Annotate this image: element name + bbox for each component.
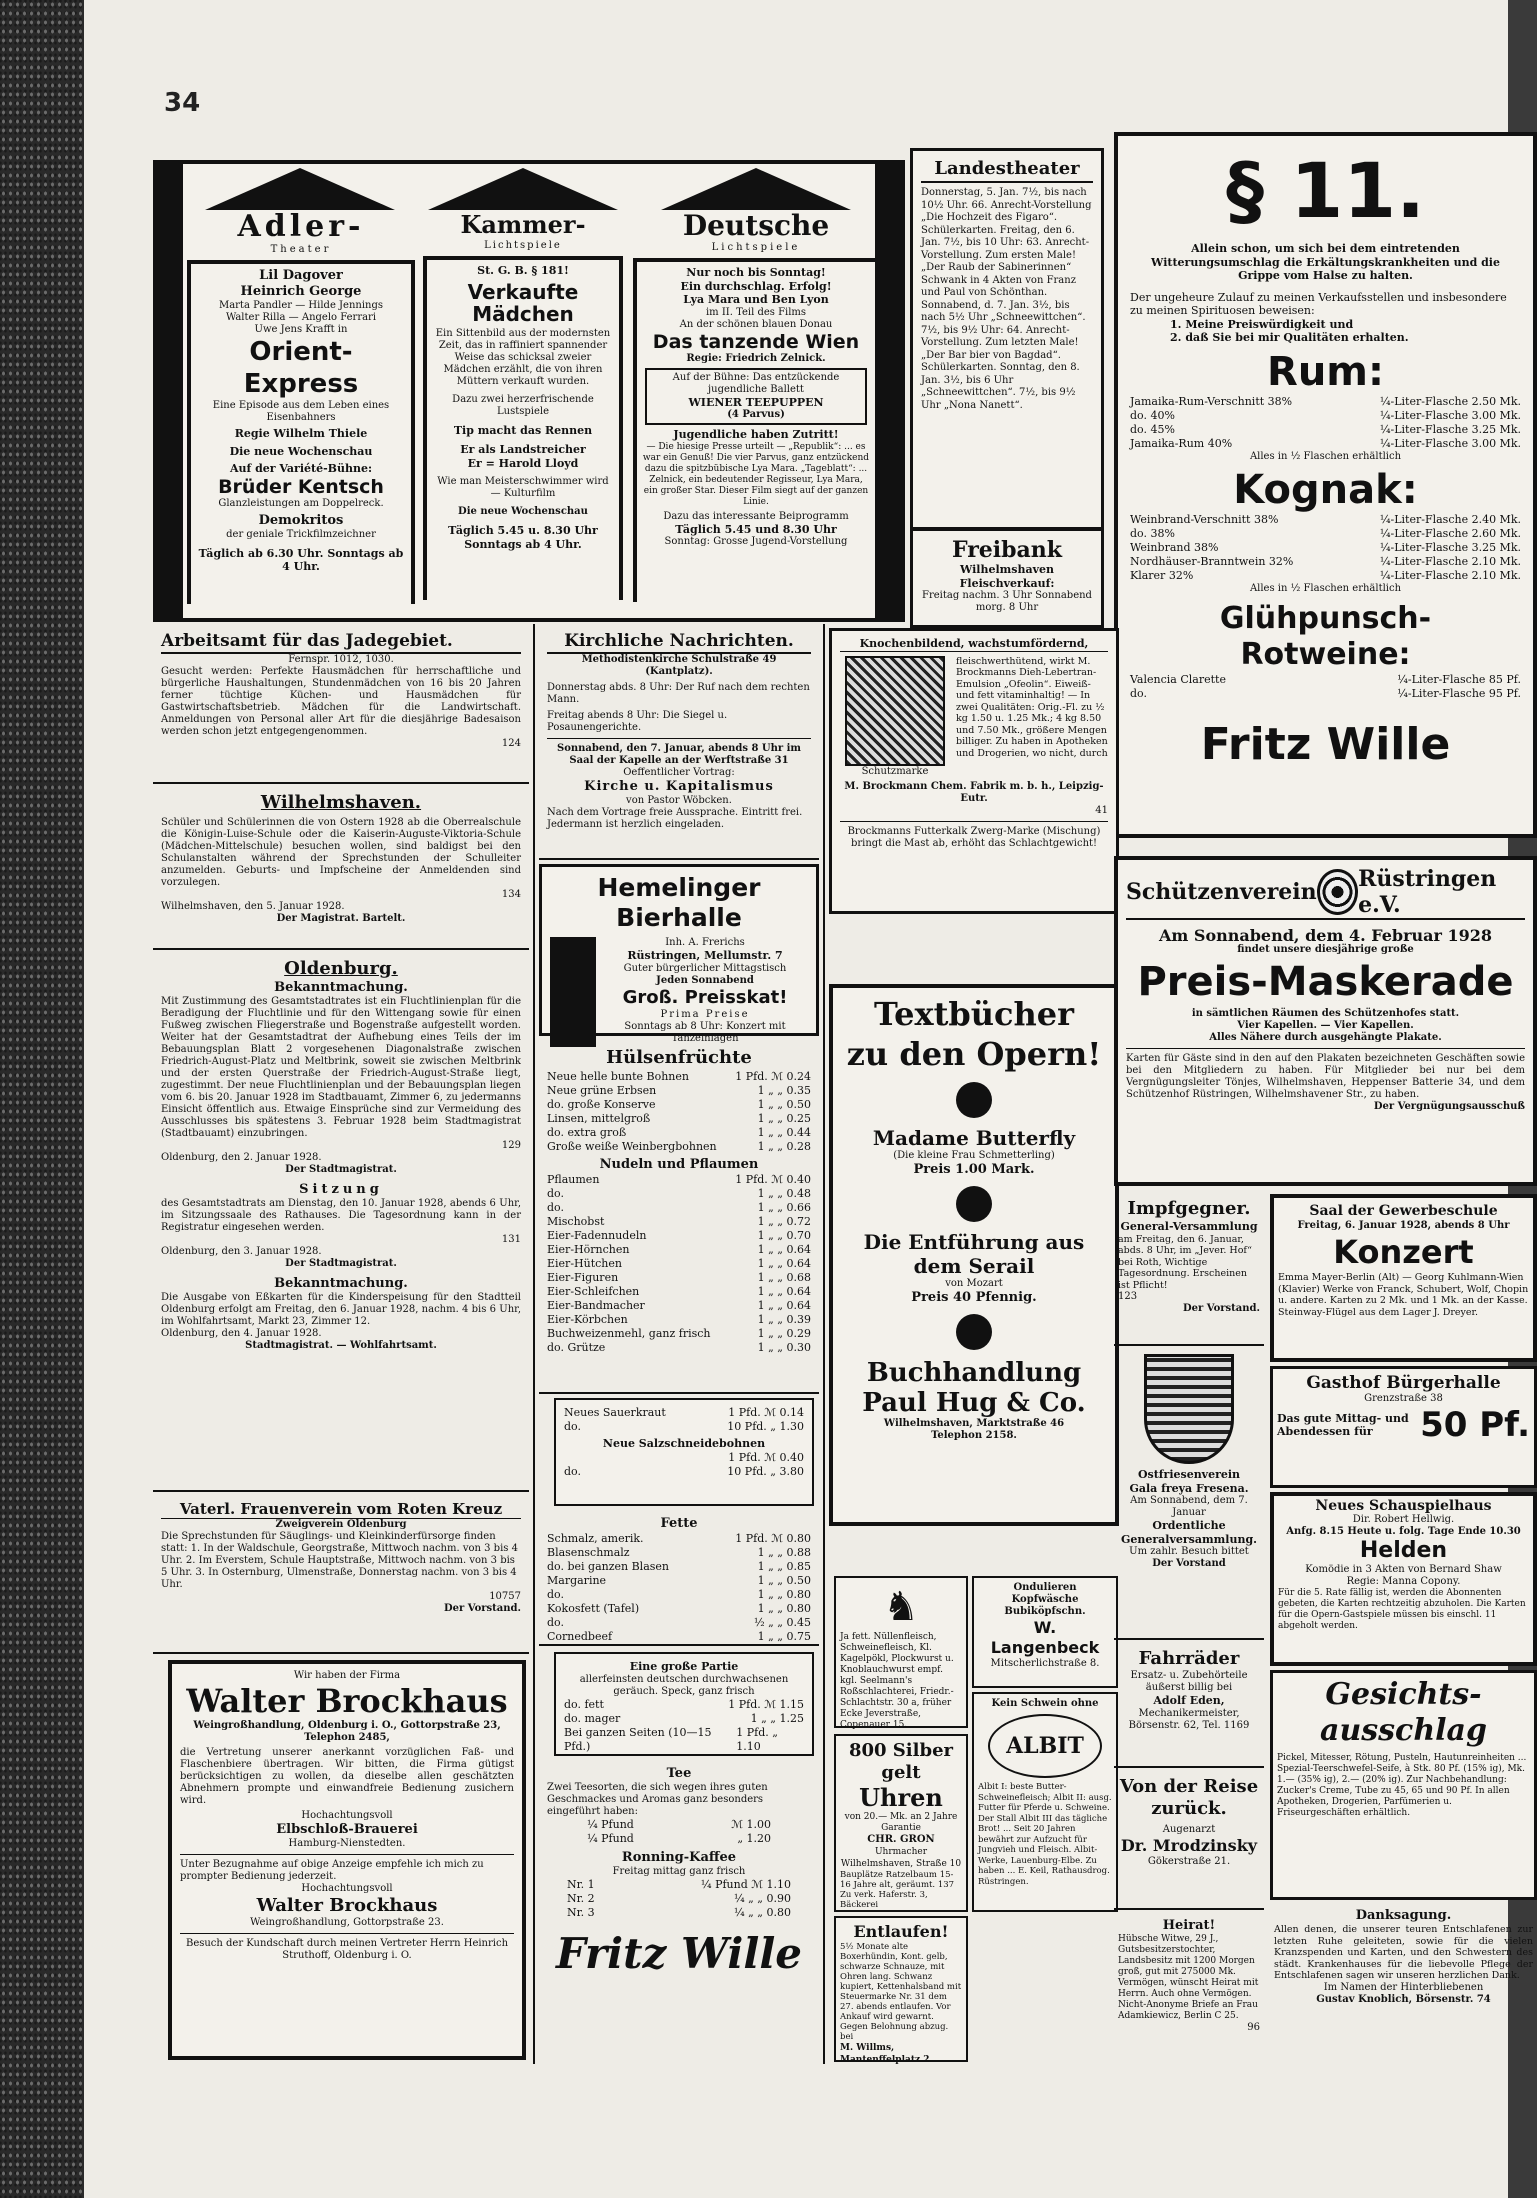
landestheater-ad: Landestheater Donnerstag, 5. Jan. 7½, bis nach 10½ Uhr. 66. Anrecht-Vorstellung „Die Hochzeit des Figaro“. Schülerkarten. Freitag, den 6. Jan. 7½, bis 10 Uhr: 63. Anrecht-Vorstellung. Zum ersten Male! „Der Raub der Sabinerinnen“ Schwank in 4 Akten von Franz und Paul von Schönthan. Sonnabend, d. 7. Jan. 3½, bis nach 5½ Uhr „Schneewittchen“. 7½, bis 9½ Uhr: 64. Anrecht-Vorstellung. Zum letzten Male! „Der Bar bier von Bagdad“. Schülerkarten. Sonntag, den 8. Jan. 3½, bis 6 Uhr „Schneewittchen“. 7½, bis 9½ Uhr „Nona Nanett“. (910, 148, 1104, 530)
gluehpunsch-row (1130, 687, 1521, 701)
item-label: do. (564, 1420, 581, 1433)
bullet-dot (956, 1186, 992, 1222)
kammer-lichtspiele-ad: Kammer- Lichtspiele St. G. B. § 181! Verkaufte Mädchen Ein Sittenbild aus der modernsten Zeit, das in raffiniert spannender Weise das schicksal zweier Mädchen erzählt, die von ihren Müttern verkauft wurden. Dazu zwei herzerfrischende Lustspiele Tip macht das Rennen Er als Landstreicher Er = Harold Lloyd Wie man Meisterschwimmer wird — Kulturfilm Die neue Wochenschau Täglich 5.45 u. 8.30 Uhr Sonntags ab 4 Uhr. (423, 168, 623, 618)
item-label: Cornedbeef (547, 1630, 613, 1643)
item-price: 1 „ „ 0.30 (757, 1341, 811, 1354)
hemelinger-title: Hemelinger Bierhalle (597, 873, 761, 932)
ostfriesenverein-ad: Ostfriesenverein Gala freya Fresena. Am Sonnabend, dem 7. Januar Ordentliche Generalversammlung. Um zahlr. Besuch bittet Der Vorstand (1114, 1350, 1264, 1640)
item-label: Jamaika-Rum 40% (1130, 436, 1233, 450)
item-price: 1 „ „ 0.64 (757, 1257, 811, 1270)
item-label: do. 45% (1130, 422, 1175, 436)
item-price: ℳ 1.00 (731, 1818, 771, 1831)
item-price: ¼-Liter-Flasche 2.10 Mk. (1379, 568, 1521, 582)
huelsenfruechte-price-list: Hülsenfrüchte Neue helle bunte Bohnen 1 Pfd. ℳ 0.24 Neue grüne Erbsen 1 „ „ 0.35 do. große Konserve 1 „ „ 0.50 Linsen, mittelgroß 1 „ „ 0.25 do. extra groß 1 „ „ 0.44 Große weiße Weinbergbohnen 1 „ „ 0.28 Nudeln und Pflaumen Pflaumen 1 Pfd. ℳ 0.40 do. 1 „ „ 0.48 do. 1 „ „ 0.66 Mischobst 1 „ „ 0.72 Eier-Fadennudeln 1 „ „ 0.70 Eier-Hörnchen 1 „ „ 0.64 Eier-Hütchen 1 „ „ 0.64 Eier-Figuren 1 „ „ 0.68 Eier-Schleifchen 1 „ „ 0.64 Eier-Bandmacher 1 „ „ 0.64 Eier-Körbchen 1 „ „ 0.39 Buchweizenmehl, ganz frisch 1 „ „ 0.29 do. Grütze 1 „ „ 0.30 (539, 1040, 819, 1394)
item-label: ¼ Pfund (587, 1818, 634, 1831)
fette-row (547, 1616, 811, 1630)
newspaper-page (84, 0, 1533, 2198)
item-label: Große weiße Weinbergbohnen (547, 1140, 717, 1153)
item-price: 1 „ „ 0.50 (757, 1098, 811, 1111)
nudeln-row (547, 1327, 811, 1341)
arbeitsamt-ad: Arbeitsamt für das Jadegebiet. Fernspr. 1012, 1030. Gesucht werden: Perfekte Hausmädchen für herrschaftliche und bürgerliche Haushaltungen, Stundenmädchen von 16 bis 20 Jahren ferner tüchtige Küchen- und Hausmädchen für Gastwirtschaftsbetrieb. Mädchen für die Landwirtschaft. Anmeldungen von Personal aller Art für die diesjährige Badesaison werden schon jetzt entgegengenommen. 124 (153, 624, 529, 784)
target-emblem-icon (1317, 869, 1358, 915)
cinema-band (153, 160, 905, 622)
binding-edge (0, 0, 84, 2198)
kognak-row (1130, 527, 1521, 541)
fette-row (547, 1588, 811, 1602)
item-label: Buchweizenmehl, ganz frisch (547, 1327, 711, 1340)
item-label: Eier-Hörnchen (547, 1243, 630, 1256)
item-label: Bei ganzen Seiten (10—15 Pfd.) (564, 1725, 712, 1753)
fette-row (547, 1574, 811, 1588)
item-price: 1 „ „ 0.88 (757, 1546, 811, 1559)
item-price: ¼-Liter-Flasche 95 Pf. (1397, 686, 1521, 700)
item-price: 1 „ „ 0.70 (757, 1229, 811, 1242)
ondulieren-ad: Ondulieren Kopfwäsche Bubiköpfschn. W. Langenbeck Mitscherlichstraße 8. (972, 1576, 1118, 1688)
nudeln-row (547, 1285, 811, 1299)
item-label: do. (564, 1464, 581, 1478)
huelsen-row (547, 1126, 811, 1140)
item-label: do. (547, 1201, 564, 1214)
gewerbeschule-konzert-ad: Saal der Gewerbeschule Freitag, 6. Januar 1928, abends 8 Uhr Konzert Emma Mayer-Berlin (Alt) — Georg Kuhlmann-Wien (Klavier) Werke von Franck, Schubert, Wolf, Chopin u. andere. Karten zu 2 Mk. und 1 Mk. an der Kasse. Steinway-Flügel aus dem Lager J. Dreyer. (1270, 1194, 1537, 1362)
item-label: Neue helle bunte Bohnen (547, 1070, 689, 1083)
gesichtsausschlag-ad: Gesichts-ausschlag Pickel, Mitesser, Rötung, Pusteln, Hautunreinheiten ... Spezial-Teerschwefel-Seife, à Stk. 80 Pf. (15% ig), Mk. 1.— (35% ig), 2.— (20% ig). Zur Nachbehandlung: Zucker's Creme, Tube zu 45, 65 und 90 Pf. In allen Apotheken, Drogerien, Parfümerien u. Friseurgeschäften erhältlich. (1270, 1670, 1537, 1900)
item-price: ¼ „ „ 0.80 (733, 1906, 791, 1919)
nudeln-row (547, 1257, 811, 1271)
deutsche-film-title: Das tanzende Wien (652, 330, 860, 353)
item-label: Eier-Figuren (547, 1271, 619, 1284)
item-price: 1 „ „ 0.80 (757, 1588, 811, 1601)
brockhaus-name: Walter Brockhaus (186, 1682, 508, 1720)
item-label: Nr. 2 (567, 1892, 595, 1905)
nudeln-row (547, 1215, 811, 1229)
preis-maskerade-title: Preis-Maskerade (1137, 959, 1514, 1005)
item-price: ¼-Liter-Flasche 3.00 Mk. (1379, 436, 1521, 450)
kognak-row (1130, 555, 1521, 569)
item-label: Schmalz, amerik. (547, 1532, 644, 1545)
speck-row (564, 1712, 804, 1726)
frauenverein-notice: Vaterl. Frauenverein vom Roten Kreuz Zweigverein Oldenburg Die Sprechstunden für Säuglings- und Kleinkinderfürsorge finden statt: 1. In der Waldschule, Georgstraße, Mittwoch nachm. von 3 bis 4 Uhr. 2. Im Everstem, Schule Hauptstraße, Mittwoch nachm. von 3 bis 5 Uhr. 3. In Osternburg, Ulmenstraße, Donnerstag nachm. von 3 bis 4 Uhr. 10757 Der Vorstand. (153, 1494, 529, 1654)
schuetzenverein-ad: Schützenverein Rüstringen e.V. Am Sonnabend, dem 4. Februar 1928 findet unsere diesjährige große Preis-Maskerade in sämtlichen Räumen des Schützenhofes statt. Vier Kapellen. — Vier Kapellen. Alles Nähere durch ausgehängte Plakate. Karten für Gäste sind in den auf den Plakaten bezeichneten Geschäften sowie bei den Mitgliedern zu haben. Für Mitglieder bei nur bei dem Vergnügungsleiter Tönjes, Wilhelmshaven, Heppenser Batterie 34, und dem Schützenhof Rüstringen, Wilhelmshavener Str., zu haben. Der Vergnügungsausschuß (1114, 856, 1537, 1186)
adler-film-title: Orient-Express (243, 337, 359, 399)
item-label: Pflaumen (547, 1173, 600, 1186)
item-price: ¼ Pfund ℳ 1.10 (700, 1878, 791, 1891)
tee-row (587, 1818, 771, 1832)
bullet-dot (956, 1082, 992, 1118)
item-label: Neues Sauerkraut (564, 1406, 666, 1419)
item-label: Klarer 32% (1130, 568, 1194, 582)
item-label: Eier-Körbchen (547, 1313, 628, 1326)
item-price: 1 „ „ 0.48 (757, 1187, 811, 1200)
rum-row (1130, 423, 1521, 437)
nuellenfleisch-ad: ♞ Ja fett. Nüllenfleisch, Schweinefleisch, Kl. Kagelpökl, Plockwurst u. Knoblauchwurst empf. kgl. Seelmann's Roßschlachterei, Friedr.-Schlachtstr. 30 a, früher Ecke Jeverstraße, Copenauer 15. (834, 1576, 968, 1728)
item-label: Nr. 1 (567, 1878, 595, 1891)
item-label: Kokosfett (Tafel) (547, 1602, 640, 1615)
kognak-row (1130, 541, 1521, 555)
kognak-price-list (1130, 513, 1521, 583)
item-price: 1 Pfd. ℳ 0.40 (728, 1450, 804, 1464)
page-number: 34 (164, 88, 201, 118)
trademark-illustration (845, 656, 945, 766)
nudeln-row (547, 1173, 811, 1187)
fritz-wille-brand: Fritz Wille (1200, 718, 1451, 770)
item-label: do. (547, 1616, 564, 1629)
item-label: do. (547, 1187, 564, 1200)
oldenburg-notices: Oldenburg. Bekanntmachung. Mit Zustimmung des Gesamtstadtrates ist ein Fluchtlinienplan für die Beradigung der Fluchtlinie und für den Wittengang sowie für einen Fußweg zwischen Fliegerstraße und Bogenstraße aufgestellt worden. Weiter hat der Gesamtstadtrat der Aufhebung eines Teils der im Bebauungsplan Blatt 2 vorgesehenen Diagonalstraße zwischen Friedrich-August-Platz und Meltbrink, soweit sie zwischen Meltbrink und der ersten Querstraße der Friedrich-August-Straße liegt, zugestimmt. Der neue Fluchtlinienplan und der Bebauungsplan liegen vom 6. bis 20. Januar 1928 im Stadtbauamt, Zimmer 6, zu jedermanns Einsicht öffentlich aus. Etwaige Einsprüche sind zur Vermeidung des Ausschlusses bis spätestens 3. Februar 1928 beim Stadtmagistrat (Stadtbauamt) einzubringen. 129 Oldenburg, den 2. Januar 1928. Der Stadtmagistrat. Sitzung des Gesamtstadtrats am Dienstag, den 10. Januar 1928, abends 6 Uhr, im Sitzungssaale des Rathauses. Die Tagesordnung kann in der Registratur eingesehen werden. 131 Oldenburg, den 3. Januar 1928. Der Stadtmagistrat. Bekanntmachung. Die Ausgabe von Eßkarten für die Kinderspeisung für den Stadtteil Oldenburg erfolgt am Freitag, den 6. Januar 1928, nachm. 4 bis 6 Uhr, im Wohlfahrtsamt, Markt 23, Zimmer 12. Oldenburg, den 4. Januar 1928. Stadtmagistrat. — Wohlfahrtsamt. (153, 952, 529, 1492)
item-label: Blasenschmalz (547, 1546, 630, 1559)
item-label: Weinbrand-Verschnitt 38% (1130, 512, 1279, 526)
kammer-title: Kammer- (460, 210, 586, 239)
item-label: Mischobst (547, 1215, 605, 1228)
decorative-black-bar (550, 937, 596, 1047)
item-price: 1 „ „ 0.64 (757, 1285, 811, 1298)
item-price: 1 „ „ 0.39 (757, 1313, 811, 1326)
item-label: do. Grütze (547, 1341, 606, 1354)
freibank-ad: Freibank Wilhelmshaven Fleischverkauf: Freitag nachm. 3 Uhr Sonnabend morg. 8 Uhr (910, 528, 1104, 628)
nudeln-row (547, 1271, 811, 1285)
item-label: Linsen, mittelgroß (547, 1112, 651, 1125)
tee-row (587, 1832, 771, 1846)
speck-row (564, 1698, 804, 1712)
item-price: 1 „ „ 0.25 (757, 1112, 811, 1125)
item-price: 1 „ „ 0.64 (757, 1299, 811, 1312)
coat-of-arms-icon (1144, 1354, 1234, 1464)
huelsen-row (547, 1112, 811, 1126)
fette-price-list: Fette Schmalz, amerik. 1 Pfd. ℳ 0.80 Blasenschmalz 1 „ „ 0.88 do. bei ganzen Blasen 1 „ „ 0.85 Margarine 1 „ „ 0.50 do. 1 „ „ 0.80 Kokosfett (Tafel) 1 „ „ 0.80 do. ½ „ „ 0.45 Cornedbeef 1 „ „ 0.75 (539, 1510, 819, 1646)
item-label: do. fett (564, 1697, 604, 1711)
nudeln-row (547, 1243, 811, 1257)
bullet-dot (956, 1314, 992, 1350)
fette-row (547, 1560, 811, 1574)
item-price: 1 „ „ 0.35 (757, 1084, 811, 1097)
item-label: do. 40% (1130, 408, 1175, 422)
item-price: 1 Pfd. „ 1.10 (736, 1725, 778, 1753)
salzbohnen-row (564, 1465, 804, 1479)
item-price: 1 Pfd. ℳ 0.40 (735, 1173, 811, 1186)
kognak-row (1130, 569, 1521, 583)
item-price: 10 Pfd. „ 3.80 (727, 1464, 804, 1478)
item-label: Eier-Schleifchen (547, 1285, 640, 1298)
item-price: ¼-Liter-Flasche 3.25 Mk. (1379, 540, 1521, 554)
item-price: 10 Pfd. „ 1.30 (727, 1420, 804, 1433)
item-label: do. 38% (1130, 526, 1175, 540)
item-price: ¼-Liter-Flasche 3.25 Mk. (1379, 422, 1521, 436)
huelsen-row (547, 1070, 811, 1084)
uhren-ad: 800 Silber gelt Uhren von 20.— Mk. an 2 Jahre Garantie CHR. GRON Uhrmacher Wilhelmshaven, Straße 10 Bauplätze Ratzelbaum 15-16 Jahre alt, geräumt. 137 Zu verk. Haferstr. 3, Bäckerei (834, 1734, 968, 1912)
textbuecher-ad: Textbücher zu den Opern! Madame Butterfly (Die kleine Frau Schmetterling) Preis 1.00 Mark. Die Entführung aus dem Serail von Mozart Preis 40 Pfennig. Buchhandlung Paul Hug & Co. Wilhelmshaven, Marktstraße 46 Telephon 2158. (829, 984, 1119, 1526)
item-price: ¼-Liter-Flasche 2.10 Mk. (1379, 554, 1521, 568)
kognak-row (1130, 513, 1521, 527)
item-price: 1 Pfd. ℳ 0.24 (735, 1070, 811, 1083)
item-price: 1 „ „ 0.28 (757, 1140, 811, 1153)
hemelinger-bierhalle-ad: Hemelinger Bierhalle Inh. A. Frerichs Rüstringen, Mellumstr. 7 Guter bürgerlicher Mittagstisch Jeden Sonnabend Groß. Preisskat! Prima Preise Sonntags ab 8 Uhr: Konzert mit Tanzeinlagen (539, 864, 819, 1036)
item-price: 1 „ „ 0.80 (757, 1602, 811, 1615)
item-price: 1 „ „ 0.72 (757, 1215, 811, 1228)
item-price: 1 Pfd. ℳ 1.15 (728, 1697, 804, 1711)
brockhaus-ad: Wir haben der Firma Walter Brockhaus Weingroßhandlung, Oldenburg i. O., Gottorpstraße 23, Telephon 2485, die Vertretung unserer anerkannt vorzüglichen Faß- und Flaschenbiere übertragen. Wir bitten, die Firma gütigst berücksichtigen zu wollen, da dieselbe allen geschätzten Abnehmern prompte und einwandfreie Bedienung zusichern wird. Hochachtungsvoll Elbschloß-Brauerei Hamburg-Nienstedten. Unter Bezugnahme auf obige Anzeige empfehle ich mich zu prompter Bedienung jederzeit. Hochachtungsvoll Walter Brockhaus Weingroßhandlung, Gottorpstraße 23. Besuch der Kundschaft durch meinen Vertreter Herrn Heinrich Struthoff, Oldenburg i. O. (168, 1660, 526, 2060)
fette-row (547, 1532, 811, 1546)
item-label: ¼ Pfund (587, 1832, 634, 1845)
adler-title: Adler- (237, 209, 365, 244)
item-label: do. mager (564, 1711, 621, 1725)
sauerkraut-row (564, 1406, 804, 1420)
nudeln-row (547, 1299, 811, 1313)
wilhelmshaven-notice: Wilhelmshaven. Schüler und Schülerinnen die von Ostern 1928 ab die Oberrealschule die Königin-Luise-Schule oder die Kaiserin-Auguste-Viktoria-Schule (Mädchen-Mittelschule) besuchen wollen, sind baldigst bei den Schulanstalten während der Sprechstunden der Schulleiter anzumelden. Geburts- und Impfscheine der Anmeldenden sind vorzulegen. 134 Wilhelmshaven, den 5. Januar 1928. Der Magistrat. Bartelt. (153, 786, 529, 950)
item-label: do. (1130, 686, 1147, 700)
item-label: do. extra groß (547, 1126, 627, 1139)
kaffee-row (567, 1878, 791, 1892)
item-label: do. große Konserve (547, 1098, 656, 1111)
sauerkraut-price-list: Neues Sauerkraut 1 Pfd. ℳ 0.14 do. 10 Pfd. „ 1.30 Neue Salzschneidebohnen 1 Pfd. ℳ 0.40 do. 10 Pfd. „ 3.80 (554, 1398, 814, 1506)
huelsen-row (547, 1140, 811, 1154)
horse-emblem-icon: ♞ (883, 1584, 919, 1630)
item-price: ¼-Liter-Flasche 3.00 Mk. (1379, 408, 1521, 422)
landestheater-title: Landestheater (921, 157, 1093, 183)
nudeln-row (547, 1313, 811, 1327)
item-price: 1 Pfd. ℳ 0.80 (735, 1532, 811, 1545)
heirat-ad: Heirat! Hübsche Witwe, 29 J., Gutsbesitzerstochter, Landsbesitz mit 1200 Morgen groß, gut mit 275000 Mk. Vermögen, wünscht Heirat mit Herrn. Auch ohne Vermögen. Nicht-Anonyme Briefe an Frau Adamkiewicz, Berlin C 25. 96 (1118, 1918, 1260, 2033)
huelsen-row (547, 1084, 811, 1098)
rum-row (1130, 395, 1521, 409)
item-price: ¼-Liter-Flasche 2.50 Mk. (1379, 394, 1521, 408)
rum-row (1130, 437, 1521, 451)
kirchliche-nachrichten: Kirchliche Nachrichten. Methodistenkirche Schulstraße 49 (Kantplatz). Donnerstag abds. 8 Uhr: Der Ruf nach dem rechten Mann. Freitag abends 8 Uhr: Die Siegel u. Posaunengerichte. Sonnabend, den 7. Januar, abends 8 Uhr im Saal der Kapelle an der Werftstraße 31 Oeffentlicher Vortrag: Kirche u. Kapitalismus von Pastor Wöbcken. Nach dem Vortrage freie Aussprache. Eintritt frei. Jedermann ist herzlich eingeladen. (539, 624, 819, 860)
nudeln-row (547, 1187, 811, 1201)
kammer-film-title: Verkaufte Mädchen (467, 279, 579, 326)
deutsche-lichtspiele-ad: Deutsche Lichtspiele Nur noch bis Sonntag! Ein durchschlag. Erfolg! Lya Mara und Ben Lyon im II. Teil des Films An der schönen blauen Donau Das tanzende Wien Regie: Friedrich Zelnick. Auf der Bühne: Das entzückende jugendliche Ballett WIENER TEEPUPPEN (4 Parvus) Jugendliche haben Zutritt! — Die hiesige Presse urteilt — „Republik“: ... es war ein Genuß! Die vier Parvus, ganz entzückend dazu die spitzbübische Lya Mara. „Tageblatt“: ... Zelnick, ein bedeutender Regisseur, Lya Mara, ein großer Star. Dieser Film siegt auf der ganzen Linie. Dazu das interessante Beiprogramm Täglich 5.45 und 8.30 Uhr Sonntag: Grosse Jugend-Vorstellung (633, 168, 879, 618)
item-price: ¼-Liter-Flasche 85 Pf. (1397, 672, 1521, 686)
nudeln-row (547, 1341, 811, 1355)
fahrraeder-ad: Fahrräder Ersatz- u. Zubehörteile äußerst billig bei Adolf Eden, Mechanikermeister, Börsenstr. 62, Tel. 1169 (1114, 1644, 1264, 1768)
kaffee-row (567, 1892, 791, 1906)
gluehpunsch-row (1130, 673, 1521, 687)
rum-heading: Rum: (1267, 348, 1384, 395)
item-price: 1 „ „ 0.75 (757, 1630, 811, 1643)
item-price: 1 Pfd. ℳ 0.14 (728, 1406, 804, 1419)
item-price: 1 „ „ 1.25 (750, 1711, 804, 1725)
deutsche-title: Deutsche (682, 209, 830, 242)
kaffee-row (567, 1906, 791, 1920)
gluehpunsch-price-list (1130, 673, 1521, 701)
huelsen-row (547, 1098, 811, 1112)
rum-row (1130, 409, 1521, 423)
fritz-wille-brand-small: Fritz Wille (555, 1929, 803, 1978)
adler-theater-ad: Adler- Theater Lil Dagover Heinrich George Marta Pandler — Hilde Jennings Walter Rilla — Angelo Ferrari Uwe Jens Krafft in Orient-Express Eine Episode aus dem Leben eines Eisenbahners Regie Wilhelm Thiele Die neue Wochenschau Auf der Variété-Bühne: Brüder Kentsch Glanzleistungen am Doppelreck. Demokritos der geniale Trickfilmzeichner Täglich ab 6.30 Uhr. Sonntags ab 4 Uhr. (187, 168, 415, 618)
item-label: Neue grüne Erbsen (547, 1084, 657, 1097)
item-label: do. (547, 1588, 564, 1601)
reise-zurueck-ad: Von der Reise zurück. Augenarzt Dr. Mrodzinsky Gökerstraße 21. (1114, 1772, 1264, 1910)
danksagung-notice: Danksagung. Allen denen, die unserer teuren Entschlafenen zur letzten Ruhe geleiteten, sowie für die vielen Kranzspenden und Karten, und den Schwestern des städt. Krankenhauses für die liebevolle Pflege der Entschlafenen sagen wir unseren herzlichen Dank. Im Namen der Hinterbliebenen Gustav Knoblich, Börsenstr. 74 (1274, 1908, 1533, 2005)
impfgegner-ad: Impfgegner. General-Versammlung am Freitag, den 6. Januar, abds. 8 Uhr, im „Jever. Hof“ bei Roth, Wichtige Tagesordnung. Erscheinen ist Pflicht! 123 Der Vorstand. (1114, 1194, 1264, 1346)
item-price: 1 „ „ 0.50 (757, 1574, 811, 1587)
buergerhalle-ad: Gasthof Bürgerhalle Grenzstraße 38 Das gute Mittag- und Abendessen für 50 Pf. (1270, 1366, 1537, 1488)
fette-row (547, 1602, 811, 1616)
fette-row (547, 1630, 811, 1644)
schauspielhaus-ad: Neues Schauspielhaus Dir. Robert Hellwig. Anfg. 8.15 Heute u. folg. Tage Ende 10.30 Helden Komödie in 3 Akten von Bernard Shaw Regie: Manna Copony. Für die 5. Rate fällig ist, werden die Abonnenten gebeten, die Karten rechtzeitig abzuholen. Die Karten für die Opern-Gastspiele müssen bis einschl. 11 abgeholt werden. (1270, 1492, 1537, 1666)
fette-row (547, 1546, 811, 1560)
item-label: Eier-Bandmacher (547, 1299, 645, 1312)
tee-kaffee-ad: Tee Zwei Teesorten, die sich wegen ihres guten Geschmackes und Aromas ganz besonders eingeführt haben: ¼ Pfund ℳ 1.00 ¼ Pfund „ 1.20 Ronning-Kaffee Freitag mittag ganz frisch Nr. 1 ¼ Pfund ℳ 1.10 Nr. 2 ¼ „ „ 0.90 Nr. 3 ¼ „ „ 0.80 Fritz Wille (539, 1760, 819, 2062)
knochen-ad: Knochenbildend, wachstumfördernd, Schutzmarke fleischwerthütend, wirkt M. Brockmanns Dieh-Lebertran-Emulsion „Ofeolin“. Eiweiß- und fett vitaminhaltig! — In zwei Qualitäten: Orig.-Fl. zu ½ kg 1.50 u. 1.25 Mk.; 4 kg 8.50 und 7.50 Mk., größere Mengen billiger. Zu haben in Apotheken und Drogerien, wo nicht, durch M. Brockmann Chem. Fabrik m. b. h., Leipzig-Eutr. 41 Brockmanns Futterkalk Zwerg-Marke (Mischung) bringt die Mast ab, erhöht das Schlachtgewicht! (829, 628, 1119, 914)
item-label: Jamaika-Rum-Verschnitt 38% (1130, 394, 1293, 408)
gluehpunsch-heading: Glühpunsch-Rotweine: (1219, 600, 1432, 672)
nudeln-row (547, 1229, 811, 1243)
paragraph-11-spirits-ad: § 11. Allein schon, um sich bei dem eintretenden Witterungsumschlag die Erkältungskrankheiten und die Grippe vom Halse zu halten. Der ungeheure Zulauf zu meinen Verkaufsstellen und insbesondere zu meinen Spirituosen beweisen: 1. Meine Preiswürdigkeit und 2. daß Sie bei mir Qualitäten erhalten. Rum: Jamaika-Rum-Verschnitt 38% ¼-Liter-Flasche 2.50 Mk. do. 40% ¼-Liter-Flasche 3.00 Mk. do. 45% ¼-Liter-Flasche 3.25 Mk. Jamaika-Rum 40% ¼-Liter-Flasche 3.00 Mk. Alles in ½ Flaschen erhältlich Kognak: Weinbrand-Verschnitt 38% ¼-Liter-Flasche 2.40 Mk. do. 38% ¼-Liter-Flasche 2.60 Mk. Weinbrand 38% ¼-Liter-Flasche 3.25 Mk. Nordhäuser-Branntwein 32% ¼-Liter-Flasche 2.10 Mk. Klarer 32% ¼-Liter-Flasche 2.10 Mk. Alles in ½ Flaschen erhältlich Glühpunsch-Rotweine: Valencia Clarette ¼-Liter-Flasche 85 Pf. do. ¼-Liter-Flasche 95 Pf. Fritz Wille (1114, 132, 1537, 838)
item-label: Eier-Fadennudeln (547, 1229, 647, 1242)
paragraph-11-title: § 11. (1225, 146, 1426, 235)
speck-row (564, 1726, 804, 1754)
item-price: ¼-Liter-Flasche 2.40 Mk. (1379, 512, 1521, 526)
sauerkraut-row (564, 1420, 804, 1434)
item-label: Margarine (547, 1574, 607, 1587)
item-price: „ 1.20 (737, 1832, 771, 1845)
item-price: 1 „ „ 0.29 (757, 1327, 811, 1340)
nudeln-row (547, 1201, 811, 1215)
speck-partie-ad: Eine große Partie allerfeinsten deutschen durchwachsenen geräuch. Speck, ganz frisch do. fett 1 Pfd. ℳ 1.15 do. mager 1 „ „ 1.25 Bei ganzen Seiten (10—15 Pfd.) 1 Pfd. „ 1.10 (554, 1652, 814, 1756)
item-price: ½ „ „ 0.45 (753, 1616, 811, 1629)
item-label: Nr. 3 (567, 1906, 595, 1919)
kognak-heading: Kognak: (1233, 466, 1418, 513)
schwein-albit-ad: Kein Schwein ohne ALBIT Albit I: beste Butter-Schweinefleisch; Albit II: ausg. Futter für Pferde u. Schweine. Der Stall Albit III das tägliche Brot! ... Seit 20 Jahren bewährt zur Aufzucht für Jungvieh und Fleisch. Albit-Werke, Lauenburg-Elbe. Zu haben ... E. Keil, Rathausdrog. Rüstringen. (972, 1692, 1118, 1912)
albit-logo: ALBIT (988, 1714, 1102, 1778)
entlaufen-ad: Entlaufen! 5½ Monate alte Boxerhündin, Kont. gelb, schwarze Schnauze, mit Ohren lang. Schwanz kupiert, Kettenhalsband mit Steuermarke Nr. 31 dem 27. abends entlaufen. Vor Ankauf wird gewarnt. Gegen Belohnung abzug. bei M. Willms, Mantenffelplatz 2 (834, 1916, 968, 2062)
item-price: ¼ „ „ 0.90 (733, 1892, 791, 1905)
salzbohnen-row (564, 1451, 804, 1465)
item-label: Eier-Hütchen (547, 1257, 622, 1270)
item-price: 1 „ „ 0.85 (757, 1560, 811, 1573)
item-label: do. bei ganzen Blasen (547, 1560, 669, 1573)
item-label: Weinbrand 38% (1130, 540, 1219, 554)
rum-price-list (1130, 395, 1521, 451)
item-price: 1 „ „ 0.66 (757, 1201, 811, 1214)
item-label: Valencia Clarette (1130, 672, 1226, 686)
item-label: Nordhäuser-Branntwein 32% (1130, 554, 1294, 568)
item-price: 1 „ „ 0.68 (757, 1271, 811, 1284)
item-price: ¼-Liter-Flasche 2.60 Mk. (1379, 526, 1521, 540)
item-price: 1 „ „ 0.64 (757, 1243, 811, 1256)
item-price: 1 „ „ 0.44 (757, 1126, 811, 1139)
